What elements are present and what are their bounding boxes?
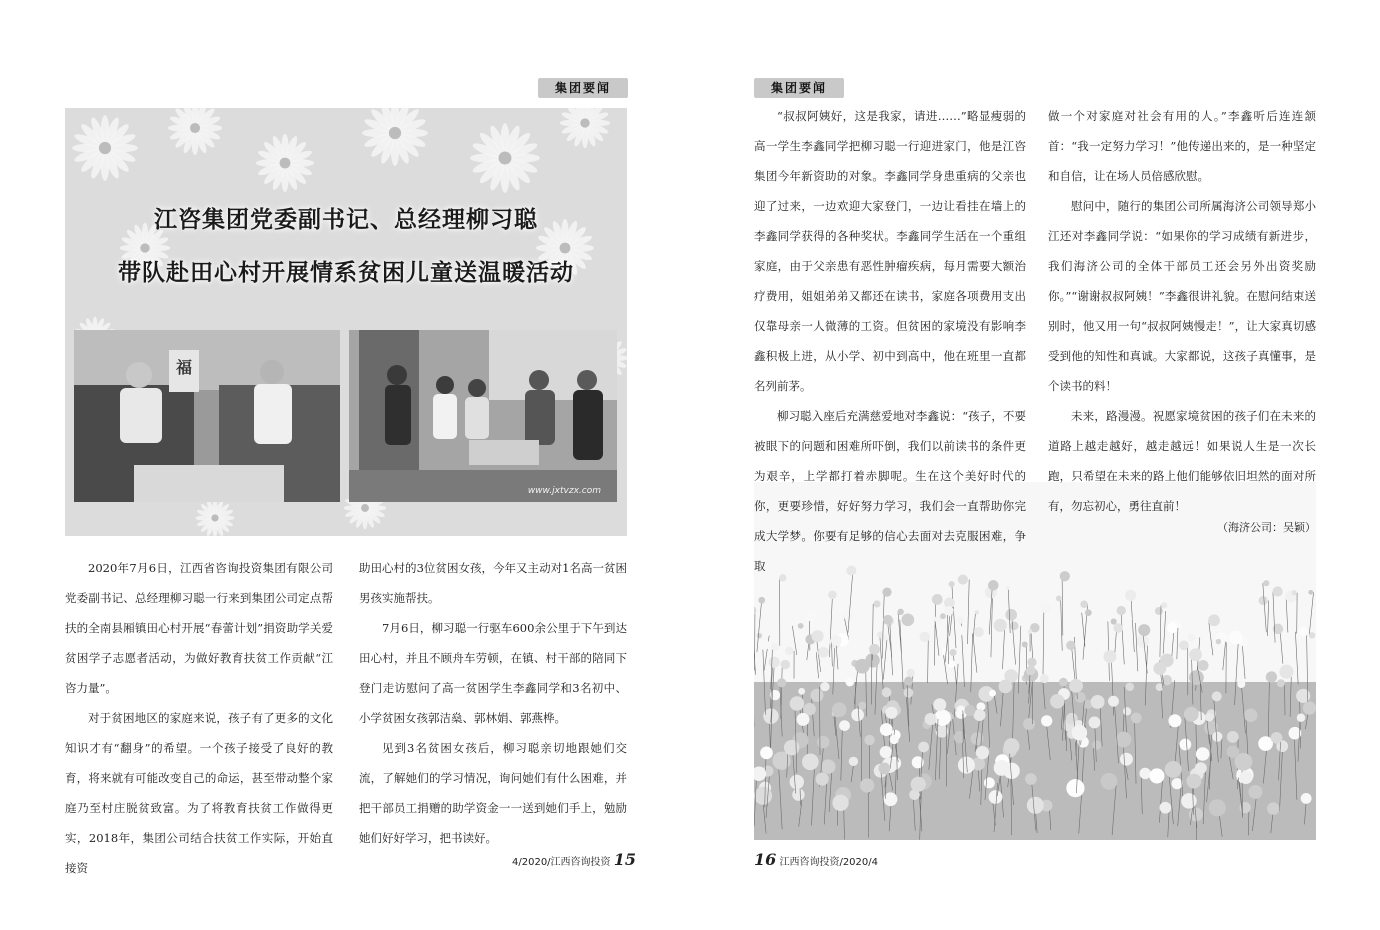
headline-line-2: 带队赴田心村开展情系贫困儿童送温暖活动 bbox=[118, 260, 574, 286]
page-footer-right bbox=[754, 850, 878, 869]
page-number: 15 bbox=[613, 850, 637, 869]
photo-home-visit bbox=[74, 330, 340, 502]
paragraph: 助田心村的3位贫困女孩，今年又主动对1名高一贫困男孩实施帮扶。 bbox=[359, 561, 627, 605]
paragraph: 未来，路漫漫。祝愿家境贫困的孩子们在未来的道路上越走越好，越走越远！如果说人生是一次长跑，只希望在未来的路上他们能够依旧坦然的面对所有，勿忘初心，勇往直前！ bbox=[1048, 409, 1316, 513]
right-text-column-1 bbox=[754, 101, 1026, 581]
paragraph: 见到3名贫困女孩后，柳习聪亲切地跟她们交流，了解她们的学习情况，询问她们有什么困难，并把干部员工捐赠的助学资金一一送到她们手上，勉励她们好好学习，把书读好。 bbox=[359, 741, 627, 845]
photo-group-meeting bbox=[349, 330, 617, 502]
right-text-column-2 bbox=[1048, 101, 1316, 521]
article-banner bbox=[65, 108, 627, 536]
paragraph: 慰问中，随行的集团公司所属海济公司领导郑小江还对李鑫同学说：“如果你的学习成绩有新进步，我们海济公司的全体干部员工还会另外出资奖励你。”“谢谢叔叔阿姨！”李鑫很讲礼貌。在慰问结束送别时，他又用一句“叔叔阿姨慢走！”，让大家真切感受到他的知性和真诚。大家都说，这孩子真懂事，是个读书的料！ bbox=[1048, 199, 1316, 393]
paragraph: 做一个对家庭对社会有用的人。”李鑫听后连连颔首：“我一定努力学习！”他传递出来的，是一种坚定和自信，让在场人员倍感欣慰。 bbox=[1048, 109, 1316, 183]
left-text-column-1 bbox=[65, 553, 333, 883]
issue-label: 江西咨询投资/2020/4 bbox=[779, 857, 879, 868]
issue-label: 4/2020/江西咨询投资 bbox=[512, 857, 611, 868]
left-text-column-2 bbox=[359, 553, 627, 853]
author-credit: （海济公司：吴颖） bbox=[1217, 521, 1316, 534]
paragraph: 柳习聪入座后充满慈爱地对李鑫说：“孩子，不要被眼下的问题和困难所吓倒，我们以前读书的条件更为艰辛，上学都打着赤脚呢。生在这个美好时代的你，更要珍惜，好好努力学习，我们会一直帮助你完成大学梦。你要有足够的信心去面对去克服困难，争取 bbox=[754, 409, 1026, 573]
paragraph: “叔叔阿姨好，这是我家，请进……”略显瘦弱的高一学生李鑫同学把柳习聪一行迎进家门，他是江咨集团今年新资助的对象。李鑫同学身患重病的父亲也迎了过来，一边欢迎大家登门，一边让看挂在墙上的李鑫同学获得的各种奖状。李鑫同学生活在一个重组家庭，由于父亲患有恶性肿瘤疾病，每月需要大额治疗费用，姐姐弟弟又都还在读书，家庭各项费用支出仅靠母亲一人微薄的工资。但贫困的家境没有影响李鑫积极上进，从小学、初中到高中，他在班里一直都名列前茅。 bbox=[754, 109, 1026, 393]
section-tag-left: 集团要闻 bbox=[538, 78, 628, 98]
page-number: 16 bbox=[754, 850, 777, 869]
fu-poster: 福 bbox=[175, 358, 192, 377]
right-page bbox=[690, 0, 1380, 930]
headline-line-1: 江咨集团党委副书记、总经理柳习聪 bbox=[154, 207, 538, 233]
paragraph: 2020年7月6日，江西省咨询投资集团有限公司党委副书记、总经理柳习聪一行来到集团公司定点帮扶的全南县厢镇田心村开展“春蕾计划”捐资助学关爱贫困学子志愿者活动，为做好教育扶贫工作贡献“江咨力量”。 bbox=[65, 561, 333, 695]
section-tag-right: 集团要闻 bbox=[754, 78, 844, 98]
page-footer-left bbox=[512, 850, 636, 869]
paragraph: 7月6日，柳习聪一行驱车600余公里于下午到达田心村，并且不顾舟车劳顿，在镇、村干部的陪同下登门走访慰问了高一贫困学生李鑫同学和3名初中、小学贫困女孩郭洁燊、郭林娟、郭燕桦。 bbox=[359, 621, 627, 725]
paragraph: 对于贫困地区的家庭来说，孩子有了更多的文化知识才有“翻身”的希望。一个孩子接受了良好的教育，将来就有可能改变自己的命运，甚至带动整个家庭乃至村庄脱贫致富。为了将教育扶贫工作做得更实，2018年，集团公司结合扶贫工作实际，开始直接资 bbox=[65, 711, 333, 875]
photo-watermark: www.jxtvzx.com bbox=[527, 486, 601, 496]
